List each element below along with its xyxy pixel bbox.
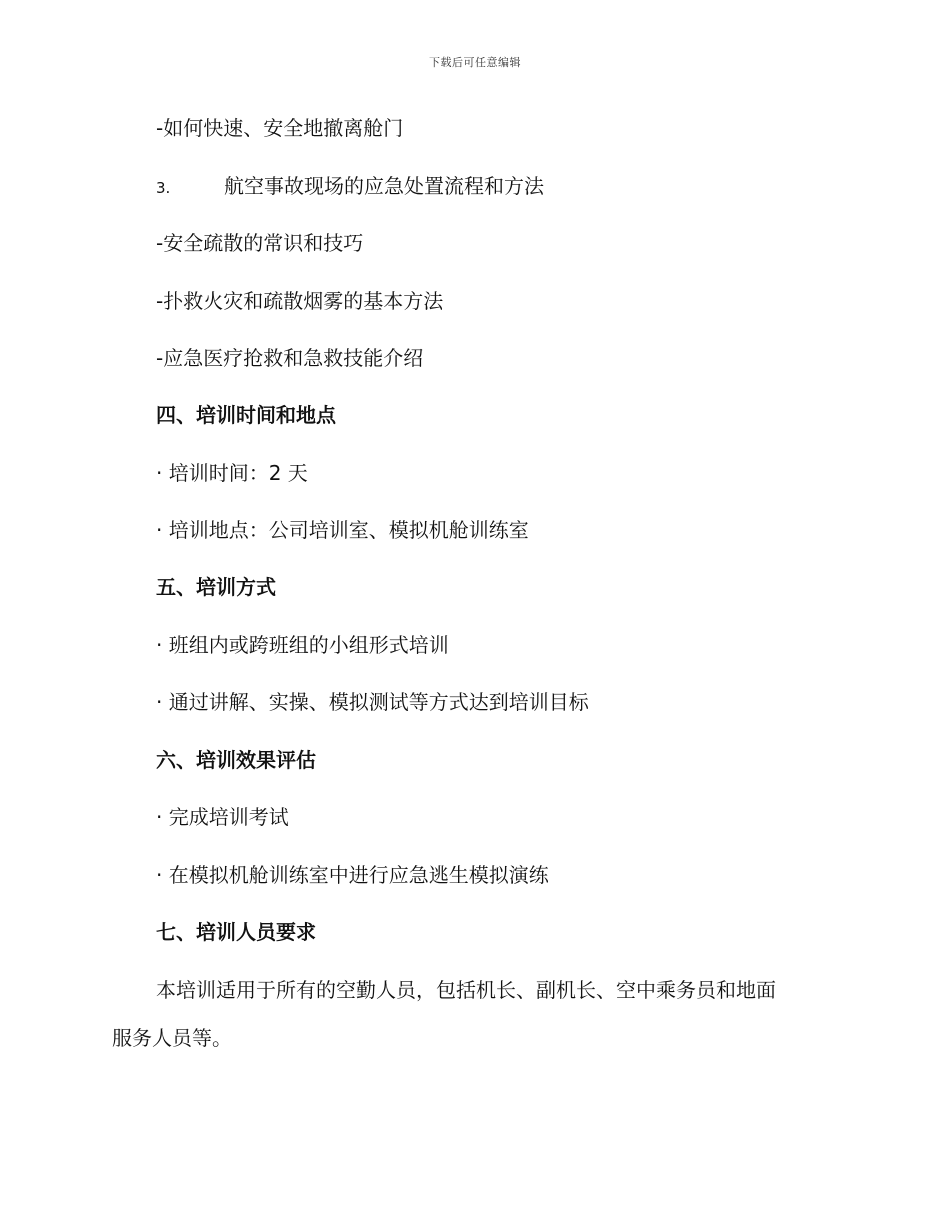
list-item: -如何快速、安全地撤离舱门 <box>156 116 404 140</box>
section-heading: 六、培训效果评估 <box>156 748 316 772</box>
section-heading: 七、培训人员要求 <box>156 920 316 944</box>
paragraph-text: 本培训适用于所有的空勤人员，包括机长、副机长、空中乘务员和地面 <box>156 978 776 1002</box>
list-item: · 完成培训考试 <box>156 805 289 829</box>
paragraph-line <box>112 976 842 1004</box>
list-item: · 通过讲解、实操、模拟测试等方式达到培训目标 <box>156 690 589 714</box>
item-text: 航空事故现场的应急处置流程和方法 <box>224 174 544 198</box>
list-item: · 培训地点：公司培训室、模拟机舱训练室 <box>156 518 529 542</box>
list-item: · 班组内或跨班组的小组形式培训 <box>156 633 449 657</box>
section-heading: 四、培训时间和地点 <box>156 403 336 427</box>
page-header: 下载后可任意编辑 <box>429 56 521 69</box>
list-item: -应急医疗抢救和急救技能介绍 <box>156 346 424 370</box>
list-item: -扑救火灾和疏散烟雾的基本方法 <box>156 289 444 313</box>
section-heading: 五、培训方式 <box>156 575 276 599</box>
paragraph-line: 服务人员等。 <box>112 1026 232 1050</box>
item-number: 3. <box>156 179 171 197</box>
numbered-item <box>156 172 544 202</box>
list-item: · 在模拟机舱训练室中进行应急逃生模拟演练 <box>156 863 549 887</box>
body-paragraph <box>112 976 842 1072</box>
list-item: · 培训时间：2 天 <box>156 461 308 485</box>
list-item: -安全疏散的常识和技巧 <box>156 231 364 255</box>
